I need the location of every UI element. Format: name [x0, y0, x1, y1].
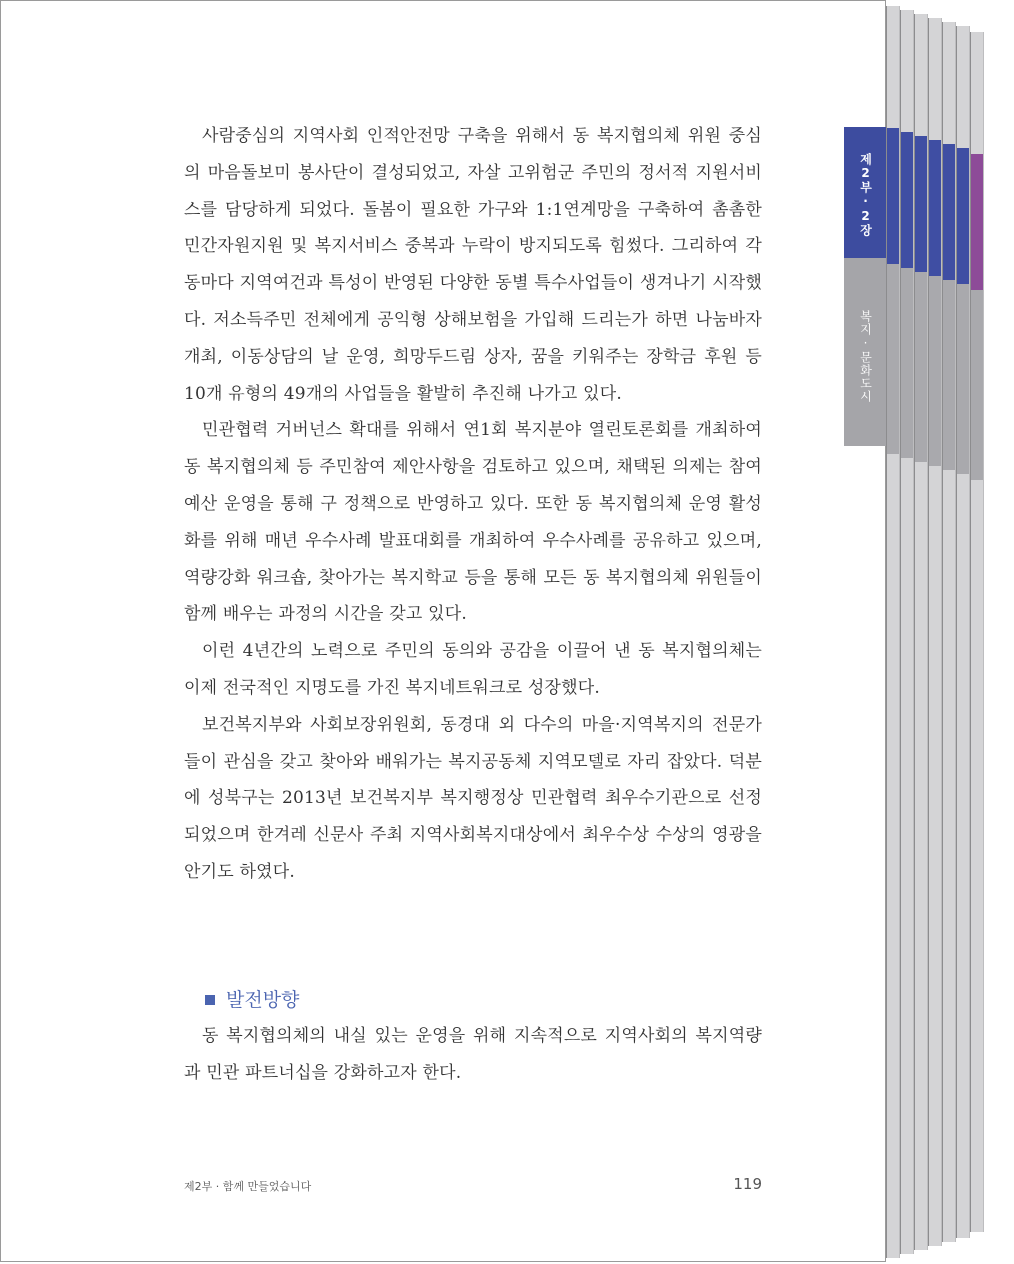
- page-number: 119: [733, 1175, 762, 1193]
- section-tab-label: 복지·문화도시: [858, 310, 873, 403]
- paragraph: 사람중심의 지역사회 인적안전망 구축을 위해서 동 복지협의체 위원 중심의 마음돌보미 봉사단이 결성되었고, 자살 고위험군 주민의 정서적 지원서비스를 담당하게 되었다. 돌봄이 필요한 가구와 1:1연계망을 구축하여 촘촘한 민간자원지원 및 복지서비스 중복과 누락이 방지되도록 힘썼다. 그리하여 각 동마다 지역여건과 특성이 반영된 다양한 동별 특수사업들이 생겨나기 시작했다. 저소득주민 전체에게 공익형 상해보험을 가입해 드리는가 하면 나눔바자 개최, 이동상담의 날 운영, 희망두드림 상자, 꿈을 키워주는 장학금 후원 등 10개 유형의 49개의 사업들을 활발히 추진해 나가고 있다.: [184, 126, 762, 404]
- paragraph: 민관협력 거버넌스 확대를 위해서 연1회 복지분야 열린토론회를 개최하여 동 복지협의체 등 주민참여 제안사항을 검토하고 있으며, 채택된 의제는 참여예산 운영을 통해 구 정책으로 반영하고 있다. 또한 동 복지협의체 운영 활성화를 위해 매년 우수사례 발표대회를 개최하여 우수사례를 공유하고 있으며, 역량강화 워크숍, 찾아가는 복지학교 등을 통해 모든 동 복지협의체 위원들이 함께 배우는 과정의 시간을 갖고 있다.: [184, 420, 762, 625]
- square-bullet-icon: [205, 995, 215, 1005]
- section-body: [184, 1018, 762, 1092]
- page-edge: [970, 32, 984, 1232]
- section-heading-label: 발전방향: [226, 989, 300, 1011]
- chapter-tab[interactable]: [844, 127, 886, 258]
- body-text: [184, 118, 762, 891]
- page-edge: [942, 22, 956, 1242]
- page-edge: [886, 6, 900, 1258]
- page-edge: [956, 26, 970, 1238]
- page-edge: [914, 14, 928, 1250]
- section-tab[interactable]: [844, 258, 886, 446]
- paragraph: 보건복지부와 사회보장위원회, 동경대 외 다수의 마을·지역복지의 전문가들이 관심을 갖고 찾아와 배워가는 복지공동체 지역모델로 자리 잡았다. 덕분에 성북구는 2013년 보건복지부 복지행정상 민관협력 최우수기관으로 선정되었으며 한겨레 신문사 주최 지역사회복지대상에서 최우수상 수상의 영광을 안기도 하였다.: [184, 714, 762, 882]
- paragraph: 동 복지협의체의 내실 있는 운영을 위해 지속적으로 지역사회의 복지역량과 민관 파트너십을 강화하고자 한다.: [184, 1026, 762, 1083]
- page-edge: [900, 10, 914, 1254]
- running-footer: 제2부 · 함께 만들었습니다: [184, 1180, 312, 1193]
- section-heading: [205, 985, 299, 1015]
- paragraph: 이런 4년간의 노력으로 주민의 동의와 공감을 이끌어 낸 동 복지협의체는 이제 전국적인 지명도를 가진 복지네트워크로 성장했다.: [184, 641, 762, 698]
- page-edge: [928, 18, 942, 1246]
- chapter-tab-label: 제2부·2장: [858, 153, 873, 237]
